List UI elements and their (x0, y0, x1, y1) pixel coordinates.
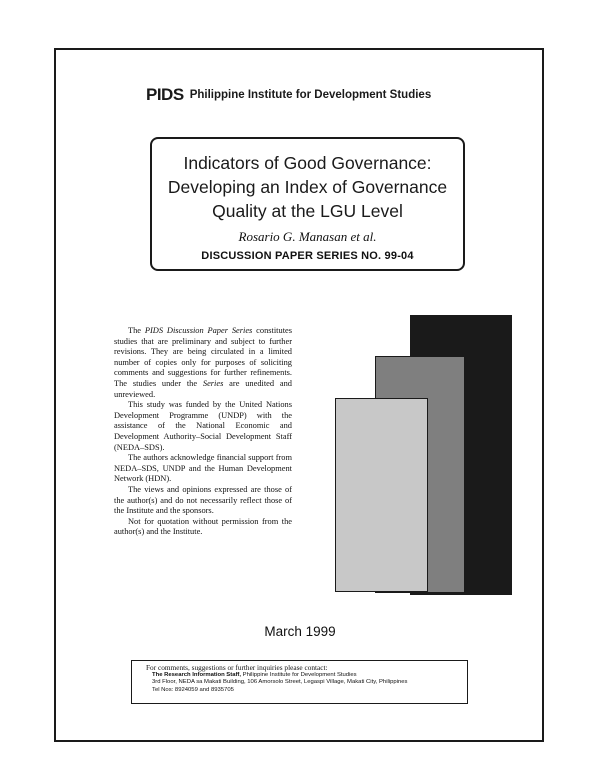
title-line-3: Quality at the LGU Level (212, 201, 403, 221)
contact-address: 3rd Floor, NEDA sa Makati Building, 106 Amorsolo Street, Legaspi Village, Makati City, Philippines (152, 679, 408, 686)
decorative-bar-light (335, 398, 428, 592)
contact-phone: Tel Nos: 8924059 and 8935705 (152, 686, 234, 693)
header (146, 86, 431, 103)
contact-box (131, 660, 468, 704)
author: Rosario G. Manasan et al. (238, 229, 377, 244)
title-line-1: Indicators of Good Governance: (183, 153, 432, 173)
paragraph-funding: This study was funded by the United Nations Development Programme (UNDP) with the assistance of the National Economic and Development Authority–Social Development Staff (NEDA–SDS). (114, 400, 292, 452)
series-number: DISCUSSION PAPER SERIES NO. 99-04 (201, 250, 414, 262)
contact-lead: For comments, suggestions or further inquiries please contact: (146, 663, 328, 672)
paragraph-series-note: The PIDS Discussion Paper Series constitutes studies that are preliminary and subject to further revisions. They are being circulated in a limited number of copies only for purposes of soliciting comments and suggestions for further refinements. The studies under the Series are unedited and unreviewed. (114, 326, 292, 399)
publication-date: March 1999 (264, 624, 336, 639)
title-box (150, 137, 465, 271)
title-line-2: Developing an Index of Governance (167, 177, 448, 197)
paragraph-acknowledgment: The authors acknowledge financial support from NEDA–SDS, UNDP and the Human Development Network (HDN). (114, 453, 292, 484)
disclaimer-text (114, 326, 292, 538)
pids-logo: PIDS (146, 85, 184, 104)
contact-name: The Research Information Staff, Philippine Institute for Development Studies (152, 672, 357, 678)
paragraph-quotation: Not for quotation without permission from the author(s) and the Institute. (114, 516, 292, 537)
institute-name: Philippine Institute for Development Studies (189, 88, 432, 101)
paragraph-views: The views and opinions expressed are those of the author(s) and do not necessarily reflect those of the Institute and the sponsors. (114, 484, 292, 516)
paper-title (152, 151, 463, 223)
